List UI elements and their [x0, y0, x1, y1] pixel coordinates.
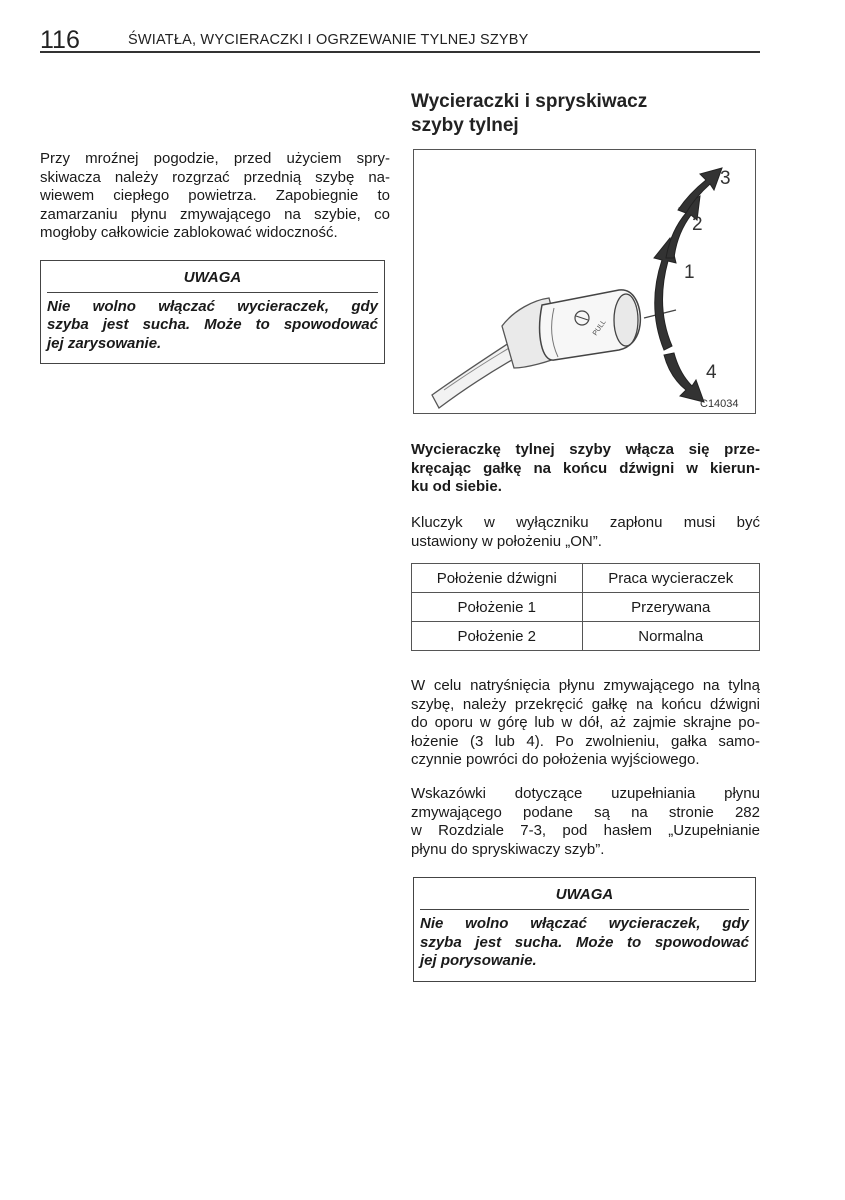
- text-line: Wskazówki dotyczące uzupełniania płynu: [411, 785, 760, 802]
- table-cell: Położenie 2: [412, 622, 583, 651]
- position-label-3: 3: [720, 168, 731, 189]
- warning-text: [420, 915, 749, 981]
- right-column: [411, 90, 761, 138]
- text-line: Przy mroźnej pogodzie, przed użyciem spry-: [40, 150, 390, 167]
- text-line: jej porysowanie.: [420, 952, 537, 969]
- warning-rule: [420, 909, 749, 910]
- text-line: mogłoby całkowicie zablokować widoczność.: [40, 224, 338, 241]
- ignition-paragraph: [411, 514, 760, 551]
- figure-code: C14034: [700, 398, 739, 410]
- text-line: czynnie powróci do położenia wyjściowego.: [411, 751, 700, 768]
- position-label-1: 1: [684, 262, 695, 283]
- text-line: wiewem ciepłego powietrza. Zapobiegnie to: [40, 187, 390, 204]
- column-header: Położenie dźwigni: [412, 564, 583, 593]
- header-rule: [40, 51, 760, 53]
- heading-line: szyby tylnej: [411, 115, 519, 136]
- wiper-lever-illustration: [414, 150, 755, 413]
- text-line: jej zarysowanie.: [47, 334, 162, 352]
- position-label-4: 4: [706, 362, 717, 383]
- text-line: szyba jest sucha. Może to spowodować: [420, 933, 749, 951]
- warning-text: [47, 298, 378, 364]
- warning-title: UWAGA: [183, 268, 242, 286]
- text-line: zmywającego podane są na stronie 282: [411, 803, 760, 821]
- column-header: Praca wycieraczek: [582, 564, 760, 593]
- table-cell: Normalna: [582, 622, 760, 651]
- text-line: zamarzaniu płynu zmywającego na szybie, co: [40, 205, 390, 223]
- page-header: [40, 26, 760, 54]
- warning-title: UWAGA: [555, 886, 614, 903]
- heading-line: Wycieraczki i spryskiwacz: [411, 91, 648, 112]
- position-label-2: 2: [692, 214, 703, 235]
- text-line: skiwacza należy rozgrzać przednią szybę na-: [40, 168, 390, 186]
- text-line: ustawiony w położeniu „ON”.: [411, 532, 602, 550]
- warning-box: [413, 877, 756, 982]
- warning-box: [40, 260, 385, 365]
- text-line: Wycieraczkę tylnej szyby włącza się prze-: [411, 441, 760, 458]
- text-line: szyba jest sucha. Może to spowodować: [47, 316, 378, 333]
- wiper-lever-figure: [413, 149, 756, 414]
- text-line: W celu natryśnięcia płynu zmywającego na tylną: [411, 677, 760, 694]
- left-column: [40, 150, 390, 364]
- intro-paragraph: [40, 150, 390, 243]
- table-row: [412, 622, 760, 651]
- text-line: Nie wolno włączać wycieraczek, gdy: [47, 297, 378, 315]
- table-row: [412, 593, 760, 622]
- spray-paragraph: [411, 677, 760, 770]
- text-line: płynu do spryskiwaczy szyb”.: [411, 840, 605, 858]
- text-line: Nie wolno włączać wycieraczek, gdy: [420, 915, 749, 932]
- section-heading: [411, 90, 761, 138]
- text-line: ku od siebie.: [411, 478, 502, 495]
- text-line: kręcając gałkę na końcu dźwigni w kierun-: [411, 459, 760, 477]
- text-line: szybę, należy przekręcić gałkę na końcu dźwigni: [411, 695, 760, 713]
- warning-rule: [47, 292, 378, 293]
- instruction-paragraph: [411, 441, 760, 497]
- text-line: do oporu w górę lub w dół, aż zajmie skrajne po-: [411, 714, 760, 731]
- knob-label: PULL: [591, 318, 608, 338]
- text-line: łożenie (3 lub 4). Po zwolnieniu, gałka samo-: [411, 732, 760, 750]
- table-header-row: [412, 564, 760, 593]
- table-cell: Położenie 1: [412, 593, 583, 622]
- refill-paragraph: [411, 785, 760, 859]
- page-number: 116: [40, 26, 80, 54]
- table-cell: Przerywana: [582, 593, 760, 622]
- text-line: w Rozdziale 7-3, pod hasłem „Uzupełnianie: [411, 822, 760, 839]
- running-title: ŚWIATŁA, WYCIERACZKI I OGRZEWANIE TYLNEJ SZYBY: [128, 32, 529, 48]
- lever-position-table: [411, 563, 760, 651]
- text-line: Kluczyk w wyłączniku zapłonu musi być: [411, 514, 760, 531]
